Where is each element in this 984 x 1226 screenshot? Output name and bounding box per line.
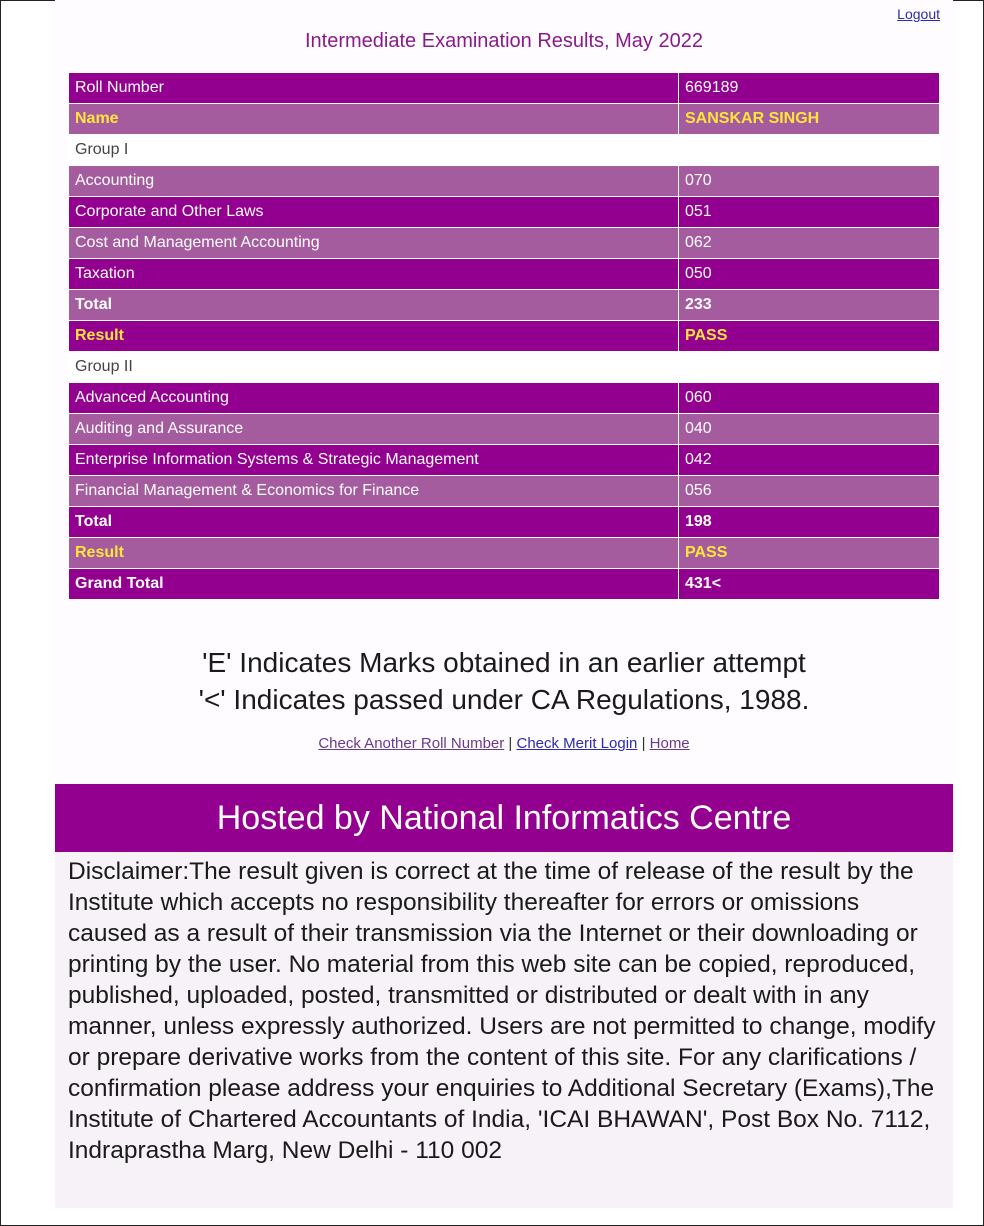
subject-marks: 070	[679, 166, 940, 197]
subject-name: Auditing and Assurance	[69, 414, 679, 445]
result-value: PASS	[679, 538, 940, 569]
result-label: Result	[69, 321, 679, 352]
table-row-roll-number	[69, 73, 940, 104]
table-row-subject	[69, 445, 940, 476]
subject-marks: 050	[679, 259, 940, 290]
total-label: Total	[69, 507, 679, 538]
results-table	[68, 72, 940, 600]
table-row-subject	[69, 197, 940, 228]
subject-name: Financial Management & Economics for Finance	[69, 476, 679, 507]
subject-name: Advanced Accounting	[69, 383, 679, 414]
group-2-header	[69, 352, 940, 383]
table-row-subject	[69, 414, 940, 445]
subject-name: Corporate and Other Laws	[69, 197, 679, 228]
group-2-result-row	[69, 538, 940, 569]
subject-marks: 040	[679, 414, 940, 445]
result-value: PASS	[679, 321, 940, 352]
total-label: Total	[69, 290, 679, 321]
link-separator: |	[641, 735, 646, 752]
grand-total-value: 431<	[679, 569, 940, 600]
result-label: Result	[69, 538, 679, 569]
name-label: Name	[69, 104, 679, 135]
subject-marks: 051	[679, 197, 940, 228]
subject-name: Taxation	[69, 259, 679, 290]
check-another-roll-link[interactable]: Check Another Roll Number	[318, 735, 505, 752]
logout-link[interactable]: Logout	[897, 6, 940, 22]
legend-notes	[55, 644, 953, 718]
table-row-subject	[69, 476, 940, 507]
subject-marks: 062	[679, 228, 940, 259]
note-earlier-attempt: 'E' Indicates Marks obtained in an earlier attempt	[202, 647, 806, 678]
grand-total-row	[69, 569, 940, 600]
total-value: 233	[679, 290, 940, 321]
subject-marks: 042	[679, 445, 940, 476]
hosted-by-banner: Hosted by National Informatics Centre	[55, 784, 953, 852]
page-title: Intermediate Examination Results, May 2022	[305, 30, 703, 52]
table-row-subject	[69, 259, 940, 290]
subject-marks: 060	[679, 383, 940, 414]
table-row-subject	[69, 383, 940, 414]
grand-total-label: Grand Total	[69, 569, 679, 600]
note-ca-regulations: '<' Indicates passed under CA Regulations, 1988.	[198, 684, 810, 715]
subject-name: Enterprise Information Systems & Strategic Management	[69, 445, 679, 476]
footer-links	[55, 735, 953, 752]
group-1-label: Group I	[69, 135, 940, 166]
disclaimer-text: Disclaimer:The result given is correct at the time of release of the result by the Institute which accepts no responsibility thereafter for errors or omissions caused as a result of their transmission via the Internet or their downloading or printing by the user. No material from this web site can be copied, reproduced, published, uploaded, posted, transmitted or distributed or dealt with in any manner, unless expressly authorized. Users are not permitted to change, modify or prepare derivative works from the content of this site. For any clarifications / confirmation please address your enquiries to Additional Secretary (Exams),The Institute of Chartered Accountants of India, 'ICAI BHAWAN', Post Box No. 7112, Indraprastha Marg, New Delhi - 110 002	[55, 852, 953, 1208]
home-link[interactable]: Home	[649, 735, 690, 752]
table-row-subject	[69, 228, 940, 259]
total-value: 198	[679, 507, 940, 538]
roll-number-value: 669189	[679, 73, 940, 104]
roll-number-label: Roll Number	[69, 73, 679, 104]
result-page	[55, 0, 953, 784]
group-1-total-row	[69, 290, 940, 321]
check-merit-login-link[interactable]: Check Merit Login	[516, 735, 638, 752]
name-value: SANSKAR SINGH	[679, 104, 940, 135]
subject-name: Accounting	[69, 166, 679, 197]
table-row-name	[69, 104, 940, 135]
group-2-label: Group II	[69, 352, 940, 383]
link-separator: |	[508, 735, 513, 752]
group-1-header	[69, 135, 940, 166]
group-1-result-row	[69, 321, 940, 352]
group-2-total-row	[69, 507, 940, 538]
subject-name: Cost and Management Accounting	[69, 228, 679, 259]
subject-marks: 056	[679, 476, 940, 507]
table-row-subject	[69, 166, 940, 197]
